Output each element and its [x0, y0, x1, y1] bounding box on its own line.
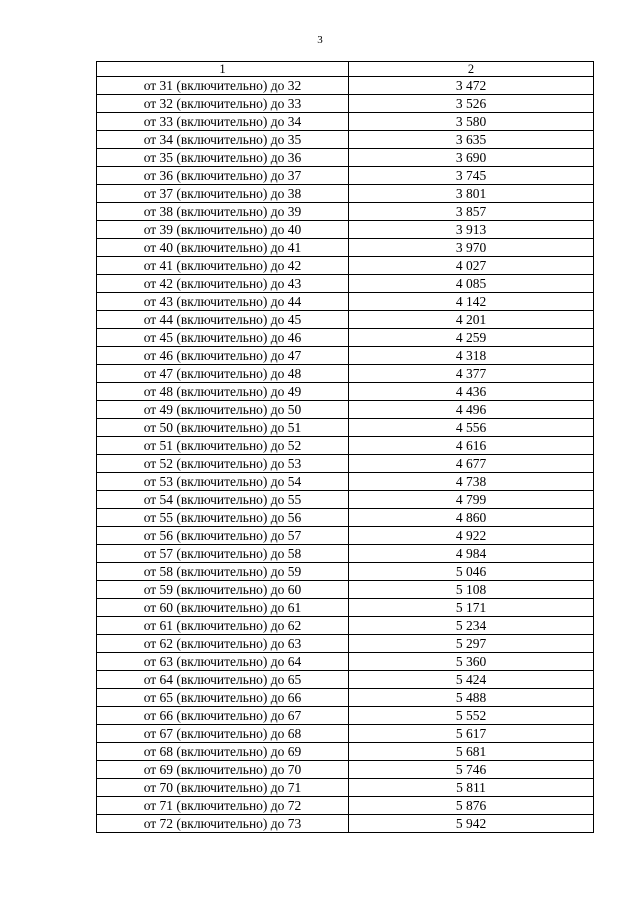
value-cell: 4 984 — [349, 545, 594, 563]
range-cell: от 59 (включительно) до 60 — [97, 581, 349, 599]
range-cell: от 41 (включительно) до 42 — [97, 257, 349, 275]
value-cell: 5 681 — [349, 743, 594, 761]
range-cell: от 49 (включительно) до 50 — [97, 401, 349, 419]
value-cell: 4 436 — [349, 383, 594, 401]
range-cell: от 45 (включительно) до 46 — [97, 329, 349, 347]
table-row — [97, 545, 594, 563]
table-row — [97, 437, 594, 455]
range-cell: от 40 (включительно) до 41 — [97, 239, 349, 257]
value-cell: 5 046 — [349, 563, 594, 581]
value-cell: 5 108 — [349, 581, 594, 599]
table-row — [97, 293, 594, 311]
table-row — [97, 725, 594, 743]
table-row — [97, 779, 594, 797]
range-cell: от 46 (включительно) до 47 — [97, 347, 349, 365]
column-header-2: 2 — [349, 62, 594, 77]
range-cell: от 39 (включительно) до 40 — [97, 221, 349, 239]
value-cell: 4 496 — [349, 401, 594, 419]
table-row — [97, 761, 594, 779]
range-cell: от 71 (включительно) до 72 — [97, 797, 349, 815]
table-row — [97, 743, 594, 761]
range-cell: от 32 (включительно) до 33 — [97, 95, 349, 113]
value-cell: 3 745 — [349, 167, 594, 185]
table-row — [97, 797, 594, 815]
value-cell: 5 488 — [349, 689, 594, 707]
value-cell: 4 201 — [349, 311, 594, 329]
value-cell: 3 635 — [349, 131, 594, 149]
value-cell: 5 552 — [349, 707, 594, 725]
table-row — [97, 329, 594, 347]
table-row — [97, 257, 594, 275]
range-cell: от 47 (включительно) до 48 — [97, 365, 349, 383]
range-cell: от 33 (включительно) до 34 — [97, 113, 349, 131]
table-row — [97, 401, 594, 419]
value-cell: 4 085 — [349, 275, 594, 293]
range-cell: от 56 (включительно) до 57 — [97, 527, 349, 545]
table-row — [97, 581, 594, 599]
table-header-row — [97, 62, 594, 77]
table-row — [97, 95, 594, 113]
table-row — [97, 455, 594, 473]
range-cell: от 52 (включительно) до 53 — [97, 455, 349, 473]
table-row — [97, 707, 594, 725]
value-cell: 4 738 — [349, 473, 594, 491]
range-cell: от 68 (включительно) до 69 — [97, 743, 349, 761]
value-cell: 4 799 — [349, 491, 594, 509]
range-cell: от 72 (включительно) до 73 — [97, 815, 349, 833]
table-row — [97, 473, 594, 491]
table-row — [97, 77, 594, 95]
table-body — [97, 62, 594, 833]
value-cell: 3 690 — [349, 149, 594, 167]
value-cell: 4 259 — [349, 329, 594, 347]
value-cell: 5 617 — [349, 725, 594, 743]
page-number: 3 — [317, 34, 323, 46]
range-cell: от 66 (включительно) до 67 — [97, 707, 349, 725]
value-cell: 5 942 — [349, 815, 594, 833]
value-cell: 5 297 — [349, 635, 594, 653]
range-cell: от 55 (включительно) до 56 — [97, 509, 349, 527]
table-row — [97, 599, 594, 617]
data-table — [96, 61, 594, 833]
table-row — [97, 653, 594, 671]
range-cell: от 63 (включительно) до 64 — [97, 653, 349, 671]
value-cell: 3 857 — [349, 203, 594, 221]
value-cell: 5 234 — [349, 617, 594, 635]
table-row — [97, 203, 594, 221]
range-cell: от 38 (включительно) до 39 — [97, 203, 349, 221]
range-cell: от 70 (включительно) до 71 — [97, 779, 349, 797]
range-cell: от 64 (включительно) до 65 — [97, 671, 349, 689]
value-cell: 5 424 — [349, 671, 594, 689]
table-row — [97, 491, 594, 509]
table-row — [97, 149, 594, 167]
table-row — [97, 671, 594, 689]
range-cell: от 67 (включительно) до 68 — [97, 725, 349, 743]
table-row — [97, 311, 594, 329]
table-row — [97, 509, 594, 527]
value-cell: 3 526 — [349, 95, 594, 113]
table-row — [97, 365, 594, 383]
table-row — [97, 275, 594, 293]
value-cell: 4 922 — [349, 527, 594, 545]
range-cell: от 34 (включительно) до 35 — [97, 131, 349, 149]
table-row — [97, 383, 594, 401]
value-cell: 4 616 — [349, 437, 594, 455]
range-cell: от 51 (включительно) до 52 — [97, 437, 349, 455]
table-row — [97, 635, 594, 653]
value-cell: 4 142 — [349, 293, 594, 311]
value-cell: 4 377 — [349, 365, 594, 383]
table-row — [97, 239, 594, 257]
table-row — [97, 167, 594, 185]
range-cell: от 37 (включительно) до 38 — [97, 185, 349, 203]
value-cell: 4 318 — [349, 347, 594, 365]
table-row — [97, 815, 594, 833]
range-cell: от 42 (включительно) до 43 — [97, 275, 349, 293]
range-cell: от 36 (включительно) до 37 — [97, 167, 349, 185]
value-cell: 5 360 — [349, 653, 594, 671]
range-cell: от 31 (включительно) до 32 — [97, 77, 349, 95]
table-row — [97, 617, 594, 635]
value-cell: 3 970 — [349, 239, 594, 257]
range-cell: от 54 (включительно) до 55 — [97, 491, 349, 509]
range-cell: от 43 (включительно) до 44 — [97, 293, 349, 311]
value-cell: 3 801 — [349, 185, 594, 203]
table-row — [97, 131, 594, 149]
value-cell: 5 876 — [349, 797, 594, 815]
table-row — [97, 419, 594, 437]
range-cell: от 48 (включительно) до 49 — [97, 383, 349, 401]
table-row — [97, 221, 594, 239]
range-cell: от 65 (включительно) до 66 — [97, 689, 349, 707]
table-row — [97, 347, 594, 365]
range-cell: от 69 (включительно) до 70 — [97, 761, 349, 779]
range-cell: от 60 (включительно) до 61 — [97, 599, 349, 617]
value-cell: 4 860 — [349, 509, 594, 527]
table-row — [97, 527, 594, 545]
column-header-1: 1 — [97, 62, 349, 77]
value-cell: 4 027 — [349, 257, 594, 275]
range-cell: от 58 (включительно) до 59 — [97, 563, 349, 581]
value-cell: 5 171 — [349, 599, 594, 617]
value-cell: 5 746 — [349, 761, 594, 779]
table-row — [97, 563, 594, 581]
value-cell: 5 811 — [349, 779, 594, 797]
value-cell: 4 677 — [349, 455, 594, 473]
table-row — [97, 113, 594, 131]
range-cell: от 50 (включительно) до 51 — [97, 419, 349, 437]
value-cell: 3 580 — [349, 113, 594, 131]
value-cell: 3 472 — [349, 77, 594, 95]
range-cell: от 44 (включительно) до 45 — [97, 311, 349, 329]
value-cell: 4 556 — [349, 419, 594, 437]
value-cell: 3 913 — [349, 221, 594, 239]
table-row — [97, 185, 594, 203]
range-cell: от 35 (включительно) до 36 — [97, 149, 349, 167]
range-cell: от 61 (включительно) до 62 — [97, 617, 349, 635]
range-cell: от 62 (включительно) до 63 — [97, 635, 349, 653]
range-cell: от 57 (включительно) до 58 — [97, 545, 349, 563]
range-cell: от 53 (включительно) до 54 — [97, 473, 349, 491]
table-row — [97, 689, 594, 707]
